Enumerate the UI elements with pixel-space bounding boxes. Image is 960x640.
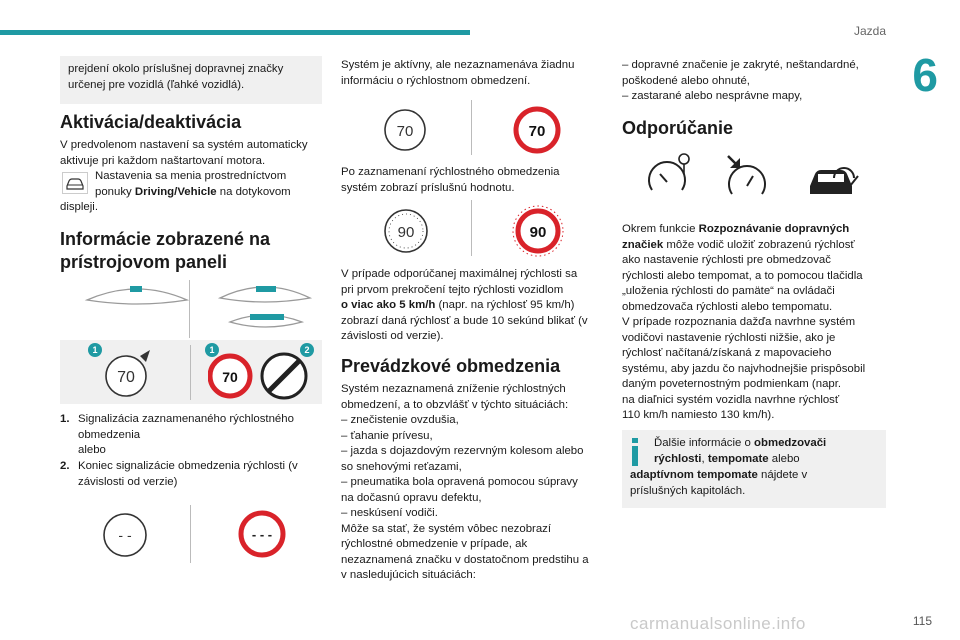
divider — [190, 345, 191, 400]
menu-vehicle: Vehicle — [177, 185, 217, 198]
sign-text: 90 — [397, 224, 415, 241]
text-line — [622, 238, 865, 254]
bold-term: adaptívnom tempomate — [630, 469, 758, 481]
speed-limit-sign-icon — [208, 350, 258, 400]
recommendation-text — [622, 222, 865, 424]
text-fragment: Ďalšie informácie o — [654, 437, 755, 449]
text-line: V prípade rozpoznania dažďa navrhne systém — [622, 316, 856, 328]
situations-text — [622, 58, 859, 105]
text-line: závislosti od verzie) — [78, 475, 178, 488]
sign-text: 90 — [529, 224, 547, 241]
heading-recommendation: Odporúčanie — [622, 118, 734, 138]
bold-threshold: o viac ako 5 km/h — [341, 299, 436, 311]
limit-70-display-icon — [381, 106, 429, 154]
activation-text — [60, 138, 308, 169]
text-line: displeji. — [60, 201, 98, 213]
callout-badge-2: 2 — [300, 343, 314, 357]
text-line: závislosti od verzie). — [341, 330, 444, 342]
text-line: daným poveternostným podmienkam (napr. — [622, 378, 842, 390]
note-line — [654, 436, 826, 452]
text-fragment: na dotykovom — [216, 185, 291, 198]
heading-line: prístrojovom paneli — [60, 252, 228, 272]
chapter-number: 6 — [912, 49, 938, 101]
text-line: vodičovi nastavenie rýchlosti nižšie, ako je — [622, 331, 836, 344]
list-number: 1. — [60, 413, 70, 425]
menu-text — [95, 169, 291, 200]
text-line: – ťahanie prívesu, — [341, 429, 433, 442]
dashboard-display-icon — [82, 282, 192, 308]
text-line: – zastarané alebo nesprávne mapy, — [622, 90, 803, 102]
active-text — [341, 58, 574, 89]
heading-line: Informácie zobrazené na — [60, 229, 271, 249]
text-line: – neskúsení vodiči. — [341, 507, 438, 519]
text-line: Po zaznamenaní rýchlostného obmedzenia — [341, 166, 560, 178]
page-number: 115 — [912, 614, 932, 628]
limits-text — [341, 382, 589, 584]
divider — [190, 505, 191, 563]
car-rain-icon — [806, 152, 862, 200]
text-line: pri prvom prekročení tejto rýchlosti vozidlom — [341, 283, 564, 296]
text-line: Systém nezaznamená zníženie rýchlostných — [341, 383, 566, 395]
head-up-display-icon — [210, 280, 320, 336]
bold-function: Rozpoznávanie dopravných — [698, 223, 850, 235]
heading-activation: Aktivácia/deaktivácia — [60, 112, 242, 132]
text-line — [341, 298, 588, 314]
bold-function: značiek — [622, 238, 664, 251]
text-line: Signalizácia zaznamenaného rýchlostného — [78, 413, 294, 425]
text-fragment: alebo — [768, 453, 800, 465]
note-line: príslušných kapitolách. — [630, 485, 746, 497]
text-line: ako nastavenie rýchlosti pre obmedzovač — [622, 254, 831, 266]
limit-90-sign-icon — [511, 204, 565, 258]
divider — [189, 280, 190, 338]
info-note-box — [622, 430, 886, 508]
list-item-1 — [78, 412, 294, 459]
text-line — [95, 185, 291, 201]
text-line: Systém je aktívny, ale nezaznamenáva žiadnu — [341, 59, 575, 71]
text-line: rýchlosti alebo tempomat, a to pomocou tlačidla — [622, 269, 863, 282]
text-line: rýchlostné obmedzenie v prípade, ak — [341, 538, 528, 550]
list-number: 2. — [60, 460, 70, 472]
text-line: „uloženia rýchlosti do pamäte“ na ovládači — [622, 285, 835, 297]
text-line: – pneumatika bola opravená pomocou súpravy — [341, 476, 578, 488]
text-line: nezaznamená značku v dostatočnom predstihu a — [341, 553, 589, 566]
bold-term: obmedzovači — [754, 437, 827, 449]
text-line: systému, aby jazdu čo najvhodnejšie prispôsobil — [622, 362, 866, 375]
text-fragment: ponuky — [95, 185, 135, 198]
list-item-2 — [78, 459, 298, 490]
text-line: Nastavenia sa menia prostredníctvom — [95, 170, 287, 182]
limit-90-display-icon — [381, 206, 431, 256]
text-line: Môže sa stať, že systém vôbec nezobrazí — [341, 522, 552, 535]
divider — [471, 200, 472, 256]
text-line: – znečistenie ovzdušia, — [341, 414, 459, 426]
detected-limit-icon — [100, 348, 154, 402]
text-fragment: / — [174, 185, 178, 198]
text-line: – dopravné značenie je zakryté, neštandardné, — [622, 59, 859, 71]
text-line: na diaľnici systém vozidla navrhne rýchlosť — [622, 393, 840, 406]
text-line: – jazda s dojazdovým rezervným kolesom alebo — [341, 445, 584, 457]
text-fragment: Okrem funkcie — [622, 223, 699, 235]
callout-badge-1: 1 — [88, 343, 102, 357]
sign-text: 70 — [528, 123, 546, 140]
text-line: aktivuje pri každom naštartovaní motora. — [60, 154, 266, 167]
callout-badge-1: 1 — [205, 343, 219, 357]
car-settings-icon — [62, 172, 88, 194]
text-line: rýchlosť načítaná/získaná z mapovacieho — [622, 347, 832, 359]
text-line: obmedzení, a to obzvlášť v týchto situáciách: — [341, 398, 569, 411]
no-limit-icon — [100, 510, 150, 560]
text-line: systém zobrazí príslušnú hodnotu. — [341, 181, 515, 194]
speedometer-pin-icon — [646, 150, 694, 198]
speedometer-arrow-icon — [726, 152, 774, 200]
text-line: 110 km/h namiesto 130 km/h). — [622, 409, 775, 421]
text-line: Koniec signalizácie obmedzenia rýchlosti (v — [78, 460, 298, 472]
text-fragment: , — [701, 453, 708, 465]
text-line: so snehovými reťazami, — [341, 460, 462, 473]
text-fragment: môže vodič uložiť zobrazenú rýchlosť — [663, 238, 855, 251]
text-line: poškodené alebo ohnuté, — [622, 74, 750, 87]
text-line: obmedzenia — [78, 428, 141, 441]
text-line: v nasledujúcich situáciách: — [341, 569, 476, 581]
intro-line: prejdení okolo príslušnej dopravnej značky — [68, 63, 284, 75]
note-line — [654, 452, 800, 468]
text-line: informáciu o rýchlostnom obmedzení. — [341, 74, 531, 87]
recorded-text — [341, 165, 559, 196]
heading-info — [60, 228, 270, 274]
sign-text: 70 — [396, 123, 414, 140]
heading-limits: Prevádzkové obmedzenia — [341, 356, 561, 376]
section-name: Jazda — [853, 24, 886, 38]
note-line — [630, 468, 807, 484]
limit-70-sign-icon — [511, 104, 563, 156]
text-line: V prípade odporúčanej maximálnej rýchlosti sa — [341, 268, 578, 280]
menu-driving: Driving — [134, 185, 175, 198]
text-fragment: (napr. na rýchlosť 95 km/h) — [435, 299, 575, 311]
header-bar — [0, 30, 470, 35]
divider — [471, 100, 472, 155]
bold-term: rýchlosti — [654, 453, 702, 465]
text-line — [622, 222, 865, 238]
info-icon — [630, 438, 640, 466]
no-limit-sign-icon — [236, 508, 288, 560]
intro-box — [60, 56, 322, 104]
text-fragment: nájdete v — [757, 469, 808, 481]
sign-text: 70 — [222, 369, 238, 385]
intro-line: určenej pre vozidlá (ľahké vozidlá). — [68, 78, 245, 91]
watermark: carmanualsonline.info — [630, 614, 806, 633]
recommended-speed-text — [341, 267, 588, 345]
text-line: V predvolenom nastavení sa systém automaticky — [60, 139, 308, 151]
text-line: zobrazí daná rýchlosť a bude 10 sekúnd blikať (v — [341, 314, 588, 327]
end-of-limit-sign-icon — [258, 350, 310, 402]
text-line: na dočasnú opravu defektu, — [341, 491, 482, 504]
bold-term: tempomate — [707, 453, 769, 465]
sign-text: 70 — [117, 369, 135, 386]
sign-text: - - - — [251, 527, 273, 542]
text-line: alebo — [78, 444, 106, 456]
sign-text: - - — [118, 527, 132, 543]
text-line: obmedzovača rýchlosti alebo tempomatu. — [622, 300, 833, 313]
